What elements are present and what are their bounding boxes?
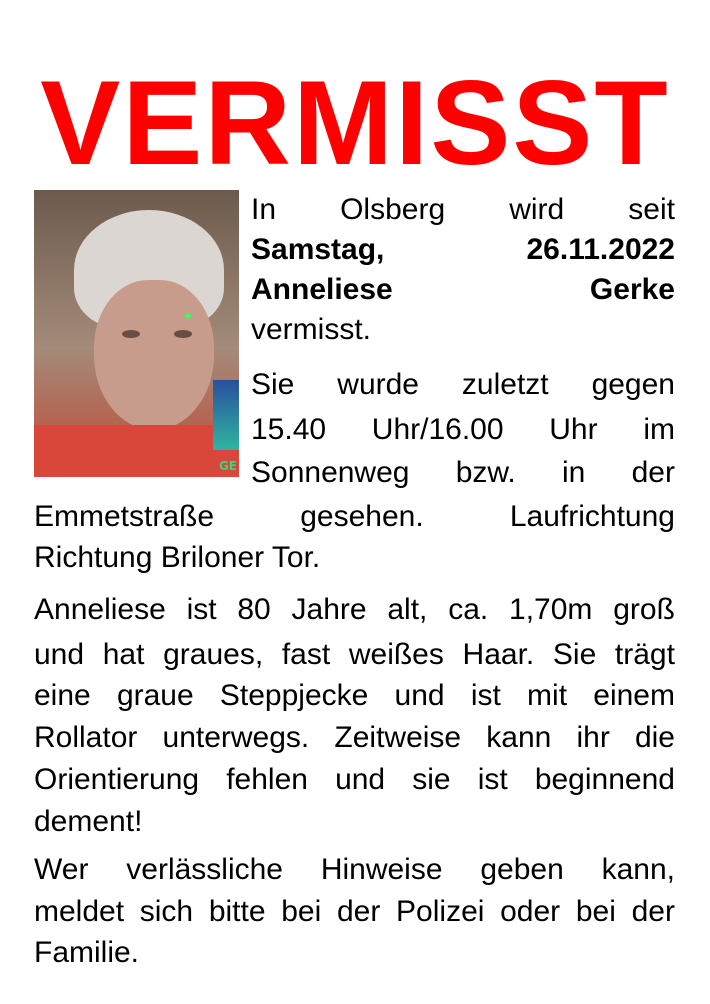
p4-line-2: [34, 892, 675, 932]
date-label: Samstag,: [251, 233, 385, 266]
p1-line-3: [251, 270, 675, 310]
word: und: [394, 679, 445, 712]
word: bzw.: [455, 456, 516, 489]
p4-line-1: [34, 850, 675, 890]
word: sie: [412, 763, 451, 796]
photo-eye-left: [122, 330, 140, 338]
word: ca.: [448, 593, 489, 626]
first-name: Anneliese: [251, 273, 393, 306]
p3-line-2: [34, 635, 675, 675]
word: im: [643, 413, 675, 446]
word: ist: [470, 679, 501, 712]
word: Rollator: [34, 721, 138, 754]
word: die: [634, 721, 675, 754]
word: seit: [628, 193, 675, 226]
word: weißes: [348, 638, 444, 671]
word: groß: [613, 593, 675, 626]
p2-line-4: [34, 497, 675, 537]
p1-line-1: [251, 190, 675, 230]
photo-tag: GE: [218, 459, 237, 473]
word: Richtung Briloner Tor.: [34, 541, 321, 574]
word: gegen: [591, 368, 675, 401]
word: fehlen: [226, 763, 308, 796]
word: und: [34, 638, 85, 671]
p2-line-2: [251, 410, 675, 450]
word: Sonnenweg: [251, 456, 410, 489]
word: bei: [575, 895, 616, 928]
word: der: [336, 895, 381, 928]
word: Uhr/16.00: [371, 413, 504, 446]
p3-line-3: [34, 676, 675, 716]
word: 80: [237, 593, 271, 626]
word: oder: [500, 895, 561, 928]
word: graues,: [163, 638, 264, 671]
p3-line-6: [34, 802, 675, 842]
word: graue: [116, 679, 194, 712]
word: Hinweise: [320, 853, 443, 886]
word: Zeitweise: [334, 721, 462, 754]
word: 15.40: [251, 413, 327, 446]
photo-eye-right: [174, 330, 192, 338]
word: Haar.: [462, 638, 535, 671]
word: unterwegs.: [162, 721, 310, 754]
word: der: [631, 895, 675, 928]
p2-line-5: [34, 538, 675, 578]
p3-line-1: [34, 590, 675, 630]
word: beginnend: [534, 763, 675, 796]
word: zuletzt: [461, 368, 549, 401]
word: eine: [34, 679, 91, 712]
p3-line-5: [34, 760, 675, 800]
word: Laufrichtung: [509, 500, 675, 533]
word: hat: [102, 638, 145, 671]
word: mit: [527, 679, 568, 712]
word: bei: [281, 895, 322, 928]
word: alt,: [387, 593, 428, 626]
word: vermisst.: [251, 313, 371, 346]
word: kann,: [601, 853, 675, 886]
word: wurde: [337, 368, 419, 401]
word: Steppjecke: [219, 679, 369, 712]
headline-vermisst: VERMISST: [40, 56, 670, 190]
word: meldet: [34, 895, 125, 928]
word: Olsberg: [340, 193, 446, 226]
word: Jahre: [291, 593, 367, 626]
word: verlässliche: [126, 853, 283, 886]
date-value: 26.11.2022: [526, 233, 675, 266]
word: trägt: [614, 638, 675, 671]
photo-edge-artifact: [213, 380, 239, 450]
word: Sie: [552, 638, 597, 671]
missing-person-photo: [34, 190, 239, 477]
word: Uhr: [549, 413, 598, 446]
word: fast: [281, 638, 331, 671]
word: gesehen.: [300, 500, 424, 533]
word: bitte: [208, 895, 266, 928]
word: kann: [486, 721, 552, 754]
word: einem: [593, 679, 675, 712]
word: dement!: [34, 805, 143, 838]
p2-line-3: [251, 453, 675, 493]
word: wird: [509, 193, 565, 226]
p1-line-2: [251, 230, 675, 270]
word: der: [631, 456, 675, 489]
word: In: [251, 193, 277, 226]
word: Anneliese: [34, 593, 166, 626]
word: ihr: [576, 721, 610, 754]
photo-face: [94, 280, 214, 430]
word: in: [562, 456, 586, 489]
sparkle-icon: ✦: [182, 308, 194, 324]
word: sich: [139, 895, 194, 928]
word: Polizei: [396, 895, 485, 928]
word: Familie.: [34, 936, 140, 969]
word: geben: [480, 853, 564, 886]
word: Wer: [34, 853, 89, 886]
word: Sie: [251, 368, 295, 401]
last-name: Gerke: [589, 273, 675, 306]
word: Emmetstraße: [34, 500, 215, 533]
p2-line-1: [251, 365, 675, 405]
word: 1,70m: [509, 593, 593, 626]
photo-shirt: [34, 425, 239, 477]
word: ist: [477, 763, 508, 796]
word: ist: [186, 593, 217, 626]
p4-line-3: [34, 933, 675, 973]
word: Orientierung: [34, 763, 200, 796]
p1-line-4: [251, 310, 675, 350]
word: und: [335, 763, 386, 796]
p3-line-4: [34, 718, 675, 758]
